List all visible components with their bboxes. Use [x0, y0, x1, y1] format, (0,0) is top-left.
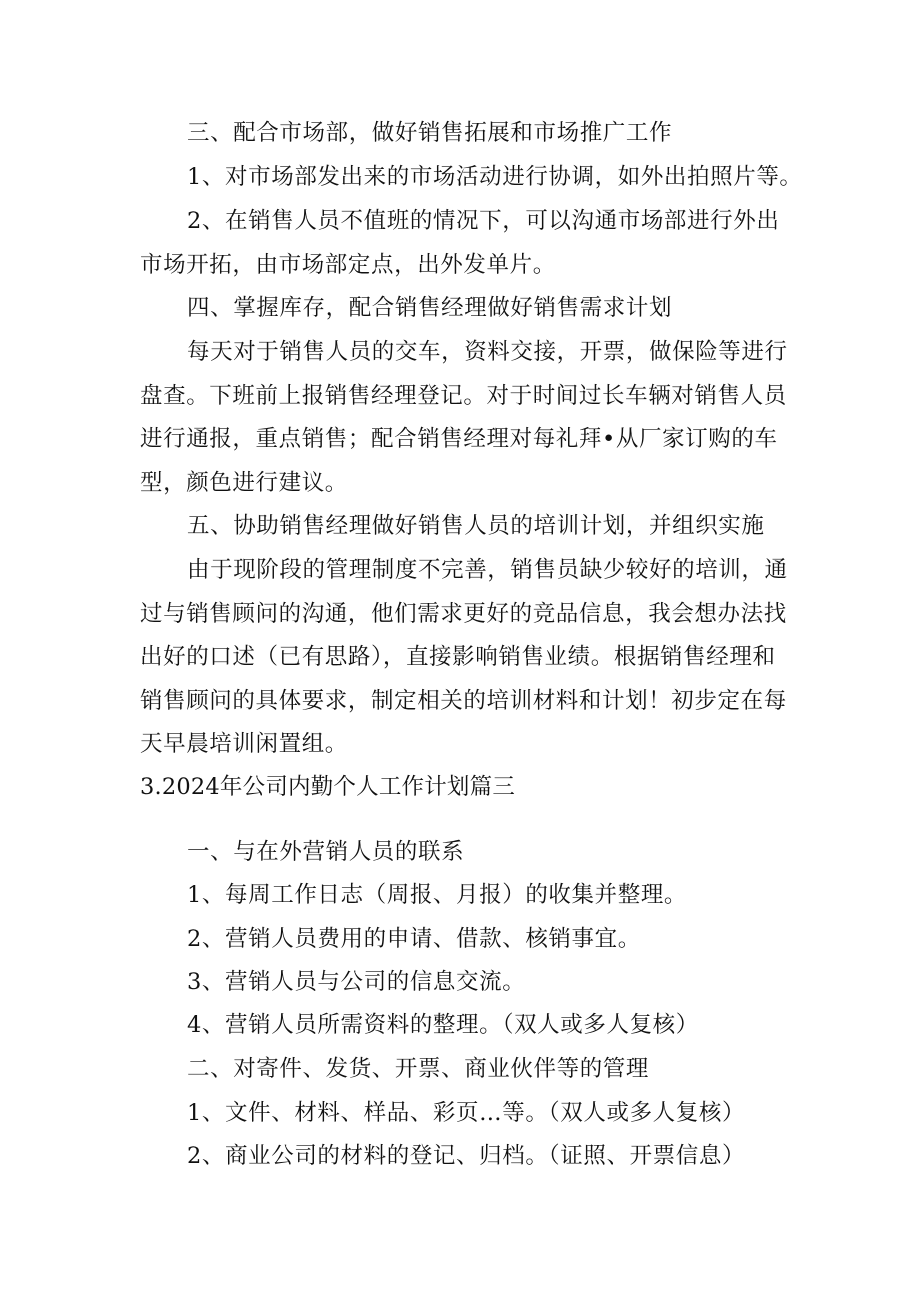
list-item: 4、营销人员所需资料的整理。（双人或多人复核） — [187, 1012, 699, 1038]
paragraph-line: 每天对于销售人员的交车，资料交接，开票，做保险等进行 — [187, 339, 788, 365]
section-heading: 四、掌握库存，配合销售经理做好销售需求计划 — [187, 295, 673, 321]
section-heading: 三、配合市场部，做好销售拓展和市场推广工作 — [187, 120, 673, 146]
list-item: 3、营销人员与公司的信息交流。 — [187, 969, 526, 995]
paragraph-line: 销售顾问的具体要求，制定相关的培训材料和计划！初步定在每 — [140, 688, 787, 714]
list-item: 1、每周工作日志（周报、月报）的收集并整理。 — [187, 882, 688, 908]
list-item: 2、在销售人员不值班的情况下，可以沟通市场部进行外出 — [187, 208, 780, 234]
paragraph-line: 天早晨培训闲置组。 — [140, 731, 348, 757]
paragraph-line: 由于现阶段的管理制度不完善，销售员缺少较好的培训，通 — [187, 557, 788, 583]
section-heading: 一、与在外营销人员的联系 — [187, 839, 465, 865]
section-heading: 二、对寄件、发货、开票、商业伙伴等的管理 — [187, 1056, 650, 1082]
paragraph-line: 过与销售顾问的沟通，他们需求更好的竞品信息，我会想办法找 — [140, 601, 787, 627]
section-heading: 五、协助销售经理做好销售人员的培训计划，并组织实施 — [187, 513, 765, 539]
list-item: 2、商业公司的材料的登记、归档。（证照、开票信息） — [187, 1143, 746, 1169]
paragraph-line: 进行通报，重点销售；配合销售经理对每礼拜•从厂家订购的车 — [140, 426, 778, 452]
paragraph-line: 型，颜色进行建议。 — [140, 470, 348, 496]
list-item: 2、营销人员费用的申请、借款、核销事宜。 — [187, 926, 641, 952]
list-item-continuation: 市场开拓，由市场部定点，出外发单片。 — [140, 252, 556, 278]
paragraph-line: 盘查。下班前上报销售经理登记。对于时间过长车辆对销售人员 — [140, 383, 787, 409]
paragraph-line: 出好的口述（已有思路），直接影响销售业绩。根据销售经理和 — [140, 644, 776, 670]
list-item: 1、文件、材料、样品、彩页…等。（双人或多人复核） — [187, 1100, 746, 1126]
list-item: 1、对市场部发出来的市场活动进行协调，如外出拍照片等。 — [187, 164, 803, 190]
article-title: 3.2024年公司内勤个人工作计划篇三 — [140, 774, 516, 800]
